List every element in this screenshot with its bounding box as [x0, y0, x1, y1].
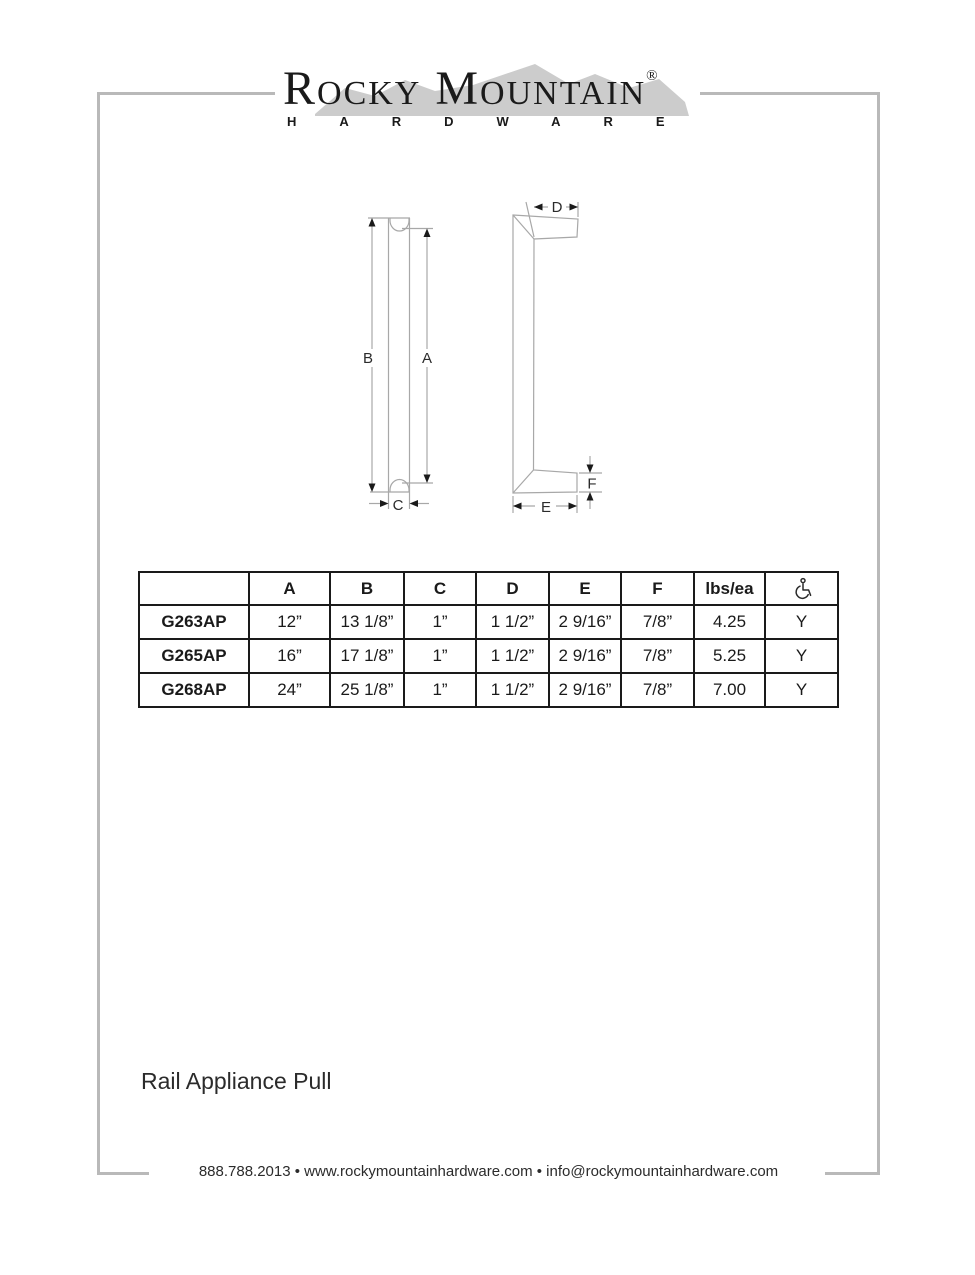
col-header-d: D: [476, 572, 549, 605]
dim-a-cell: 16”: [249, 639, 330, 673]
dim-d-cell: 1 1/2”: [476, 673, 549, 707]
product-title: Rail Appliance Pull: [141, 1068, 332, 1094]
dim-c-cell: 1”: [404, 673, 476, 707]
model-cell: G265AP: [139, 639, 249, 673]
footer-contact: 888.788.2013 • www.rockymountainhardware.com • info@rockymountainhardware.com: [198, 1163, 779, 1180]
col-header-b: B: [330, 572, 404, 605]
registered-trademark: ®: [646, 68, 658, 84]
dim-e-cell: 2 9/16”: [549, 673, 621, 707]
ada-cell: Y: [765, 639, 838, 673]
dimension-label-e: E: [540, 499, 552, 516]
dim-a-cell: 24”: [249, 673, 330, 707]
col-header-ada: [765, 572, 838, 605]
dim-b-cell: 17 1/8”: [330, 639, 404, 673]
model-cell: G268AP: [139, 673, 249, 707]
col-header-a: A: [249, 572, 330, 605]
page-frame-right: [877, 92, 880, 1175]
model-cell: G263AP: [139, 605, 249, 639]
dimension-label-f: F: [587, 475, 597, 493]
front-view-rail: [363, 218, 433, 514]
dimension-label-d: D: [551, 199, 563, 216]
wheelchair-accessibility-icon: [790, 577, 814, 600]
dim-e-cell: 2 9/16”: [549, 639, 621, 673]
page-frame-left: [97, 92, 100, 1175]
ada-cell: Y: [765, 673, 838, 707]
brand-logo: [283, 52, 708, 130]
dimension-label-b: B: [362, 350, 374, 367]
dim-b-cell: 13 1/8”: [330, 605, 404, 639]
dim-e-cell: 2 9/16”: [549, 605, 621, 639]
col-header-e: E: [549, 572, 621, 605]
dim-f-cell: 7/8”: [621, 605, 694, 639]
lbs-cell: 5.25: [694, 639, 765, 673]
ada-cell: Y: [765, 605, 838, 639]
dimension-label-a: A: [421, 350, 433, 367]
table-row: [139, 673, 838, 707]
table-header-row: [139, 572, 838, 605]
dim-d-cell: 1 1/2”: [476, 605, 549, 639]
technical-drawing: [352, 188, 622, 523]
dim-f-cell: 7/8”: [621, 673, 694, 707]
spec-table: [138, 571, 839, 708]
page-frame-top-right: [700, 92, 880, 95]
col-header-f: F: [621, 572, 694, 605]
dim-f-cell: 7/8”: [621, 639, 694, 673]
brand-subname: HARDWARE: [287, 114, 708, 129]
dim-c-cell: 1”: [404, 639, 476, 673]
table-row: [139, 605, 838, 639]
dim-b-cell: 25 1/8”: [330, 673, 404, 707]
col-header-lbs: lbs/ea: [694, 572, 765, 605]
table-row: [139, 639, 838, 673]
dim-c-cell: 1”: [404, 605, 476, 639]
side-profile-view: [513, 199, 602, 516]
dim-d-cell: 1 1/2”: [476, 639, 549, 673]
col-header-model: [139, 572, 249, 605]
page-frame-top-left: [97, 92, 275, 95]
brand-name: Rocky Mountain: [283, 62, 647, 115]
dim-a-cell: 12”: [249, 605, 330, 639]
lbs-cell: 4.25: [694, 605, 765, 639]
dimension-label-c: C: [392, 497, 404, 514]
lbs-cell: 7.00: [694, 673, 765, 707]
col-header-c: C: [404, 572, 476, 605]
